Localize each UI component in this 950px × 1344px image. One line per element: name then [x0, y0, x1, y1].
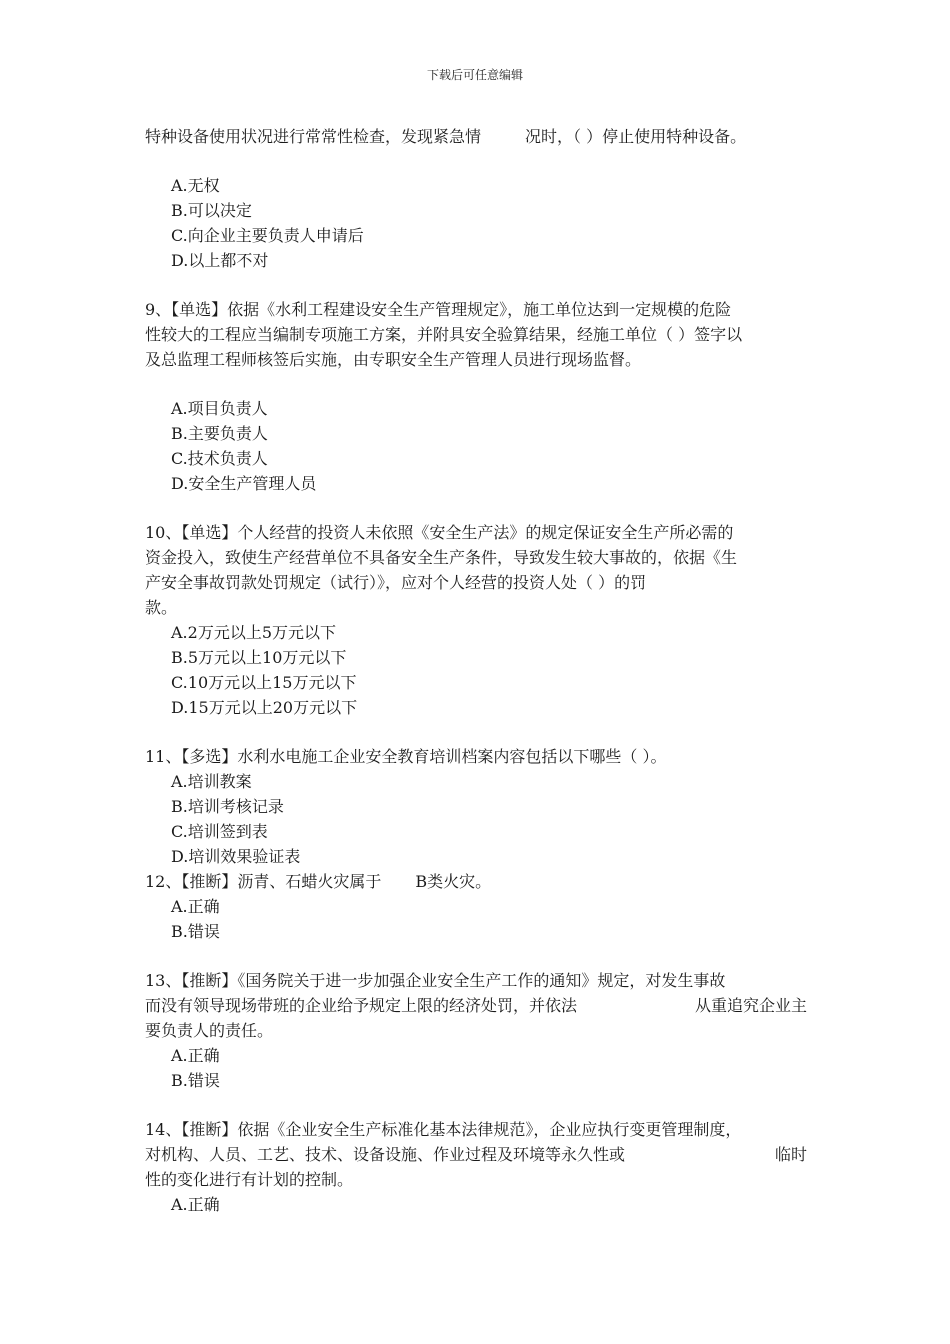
q12-option-b: B.错误 — [171, 922, 220, 941]
q10-option-b: B.5万元以上10万元以下 — [171, 648, 347, 667]
q8-option-b: B.可以决定 — [171, 201, 252, 220]
document-body — [145, 124, 807, 1217]
q13-line-3: 要负责人的责任。 — [145, 1021, 274, 1040]
q14-option-a: A.正确 — [171, 1195, 220, 1214]
q12-option-a: A.正确 — [171, 897, 220, 916]
q11-option-d: D.培训效果验证表 — [171, 847, 301, 866]
q11-line: 11、【多选】水利水电施工企业安全教育培训档案内容包括以下哪些（ ）。 — [145, 747, 667, 766]
q11-option-a: A.培训教案 — [171, 772, 252, 791]
q10-line-2: 资金投入，致使生产经营单位不具备安全生产条件，导致发生较大事故的，依据《生 — [145, 548, 738, 567]
q14-line-3: 性的变化进行有计划的控制。 — [145, 1170, 354, 1189]
q10-line-4: 款。 — [145, 598, 178, 617]
q9-option-c: C.技术负责人 — [171, 449, 268, 468]
q13-option-b: B.错误 — [171, 1071, 220, 1090]
q11-option-c: C.培训签到表 — [171, 822, 268, 841]
q8-option-c: C.向企业主要负责人申请后 — [171, 226, 364, 245]
q10-line-3: 产安全事故罚款处罚规定（试行）》，应对个人经营的投资人处（ ）的罚 — [145, 573, 647, 592]
q11-option-b: B.培训考核记录 — [171, 797, 284, 816]
page-header: 下载后可任意编辑 — [426, 68, 523, 82]
q10-option-a: A.2万元以上5万元以下 — [171, 623, 337, 642]
q8-option-a: A.无权 — [171, 176, 220, 195]
q14-line-2: 对机构、人员、工艺、技术、设备设施、作业过程及环境等永久性或 临时 — [145, 1145, 807, 1164]
q13-line-2: 而没有领导现场带班的企业给予规定上限的经济处罚，并依法 从重追究企业主 — [145, 996, 807, 1015]
q12-line: 12、【推断】沥青、石蜡火灾属于 B类火灾。 — [145, 872, 492, 891]
q9-option-d: D.安全生产管理人员 — [171, 474, 317, 493]
q13-line-1: 13、【推断】《国务院关于进一步加强企业安全生产工作的通知》规定，对发生事故 — [145, 971, 726, 990]
q8-line-1: 特种设备使用状况进行常常性检查，发现紧急情 况时，（ ）停止使用特种设备。 — [145, 127, 747, 146]
q9-option-a: A.项目负责人 — [171, 399, 268, 418]
q14-line-1: 14、【推断】依据《企业安全生产标准化基本法律规范》，企业应执行变更管理制度， — [145, 1120, 742, 1139]
q9-line-2: 性较大的工程应当编制专项施工方案，并附具安全验算结果，经施工单位（ ）签字以 — [145, 325, 743, 344]
q9-option-b: B.主要负责人 — [171, 424, 268, 443]
q10-line-1: 10、【单选】个人经营的投资人未依照《安全生产法》的规定保证安全生产所必需的 — [145, 523, 734, 542]
q9-line-3: 及总监理工程师核签后实施，由专职安全生产管理人员进行现场监督。 — [145, 350, 642, 369]
q13-option-a: A.正确 — [171, 1046, 220, 1065]
q10-option-d: D.15万元以上20万元以下 — [171, 698, 358, 717]
q8-option-d: D.以上都不对 — [171, 251, 269, 270]
q9-line-1: 9、【单选】依据《水利工程建设安全生产管理规定》，施工单位达到一定规模的危险 — [145, 300, 732, 319]
q10-option-c: C.10万元以上15万元以下 — [171, 673, 357, 692]
